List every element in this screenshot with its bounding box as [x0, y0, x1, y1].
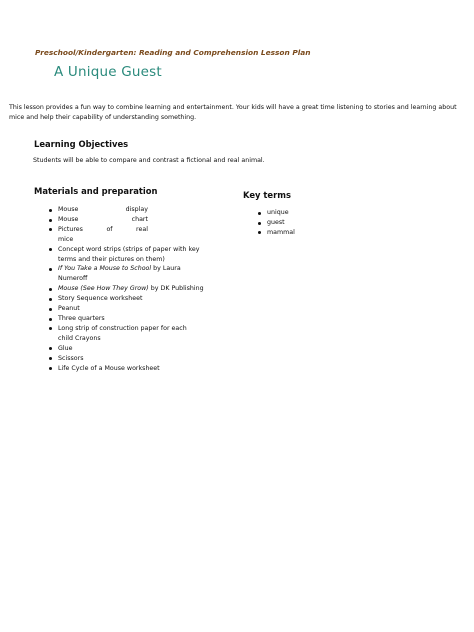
bullet-icon: [49, 268, 52, 271]
list-item: If You Take a Mouse to School by Laura Numeroff: [47, 264, 225, 284]
bullet-icon: [49, 228, 52, 231]
bullet-icon: [49, 367, 52, 370]
list-item: Pictures of real mice: [47, 225, 225, 245]
bullet-icon: [49, 318, 52, 321]
bullet-icon: [49, 357, 52, 360]
materials-heading: Materials and preparation: [34, 186, 158, 196]
list-item: Glue: [47, 344, 225, 354]
page-title: A Unique Guest: [54, 64, 162, 80]
list-item: Long strip of construction paper for each child Crayons: [47, 324, 225, 344]
list-item: Peanut: [47, 304, 225, 314]
bullet-icon: [258, 231, 261, 234]
list-item: Three quarters: [47, 314, 225, 324]
list-item: Mouse (See How They Grow) by DK Publishing: [47, 284, 225, 294]
bullet-icon: [49, 327, 52, 330]
bullet-icon: [258, 212, 261, 215]
list-item: Mouse display: [47, 205, 225, 215]
list-item: Scissors: [47, 354, 225, 364]
list-item: Concept word strips (strips of paper with key terms and their pictures on them): [47, 245, 225, 265]
objectives-text: Students will be able to compare and contrast a fictional and real animal.: [33, 157, 265, 164]
bullet-icon: [49, 209, 52, 212]
list-item: guest: [256, 218, 356, 228]
list-item: unique: [256, 208, 356, 218]
bullet-icon: [49, 308, 52, 311]
key-terms-heading: Key terms: [243, 190, 291, 200]
bullet-icon: [49, 347, 52, 350]
bullet-icon: [49, 298, 52, 301]
key-terms-list: [256, 208, 356, 238]
materials-list: [47, 205, 225, 373]
course-line: Preschool/Kindergarten: Reading and Comprehension Lesson Plan: [35, 48, 311, 57]
list-item: Life Cycle of a Mouse worksheet: [47, 364, 225, 374]
objectives-heading: Learning Objectives: [34, 139, 129, 149]
list-item: Story Sequence worksheet: [47, 294, 225, 304]
list-item: mammal: [256, 228, 356, 238]
list-item: Mouse chart: [47, 215, 225, 225]
bullet-icon: [49, 219, 52, 222]
bullet-icon: [258, 222, 261, 225]
bullet-icon: [49, 248, 52, 251]
bullet-icon: [49, 288, 52, 291]
intro-paragraph: This lesson provides a fun way to combine learning and entertainment. Your kids will have a great time listening to stories and learning about mice and help their capability of understanding something.: [9, 104, 457, 121]
